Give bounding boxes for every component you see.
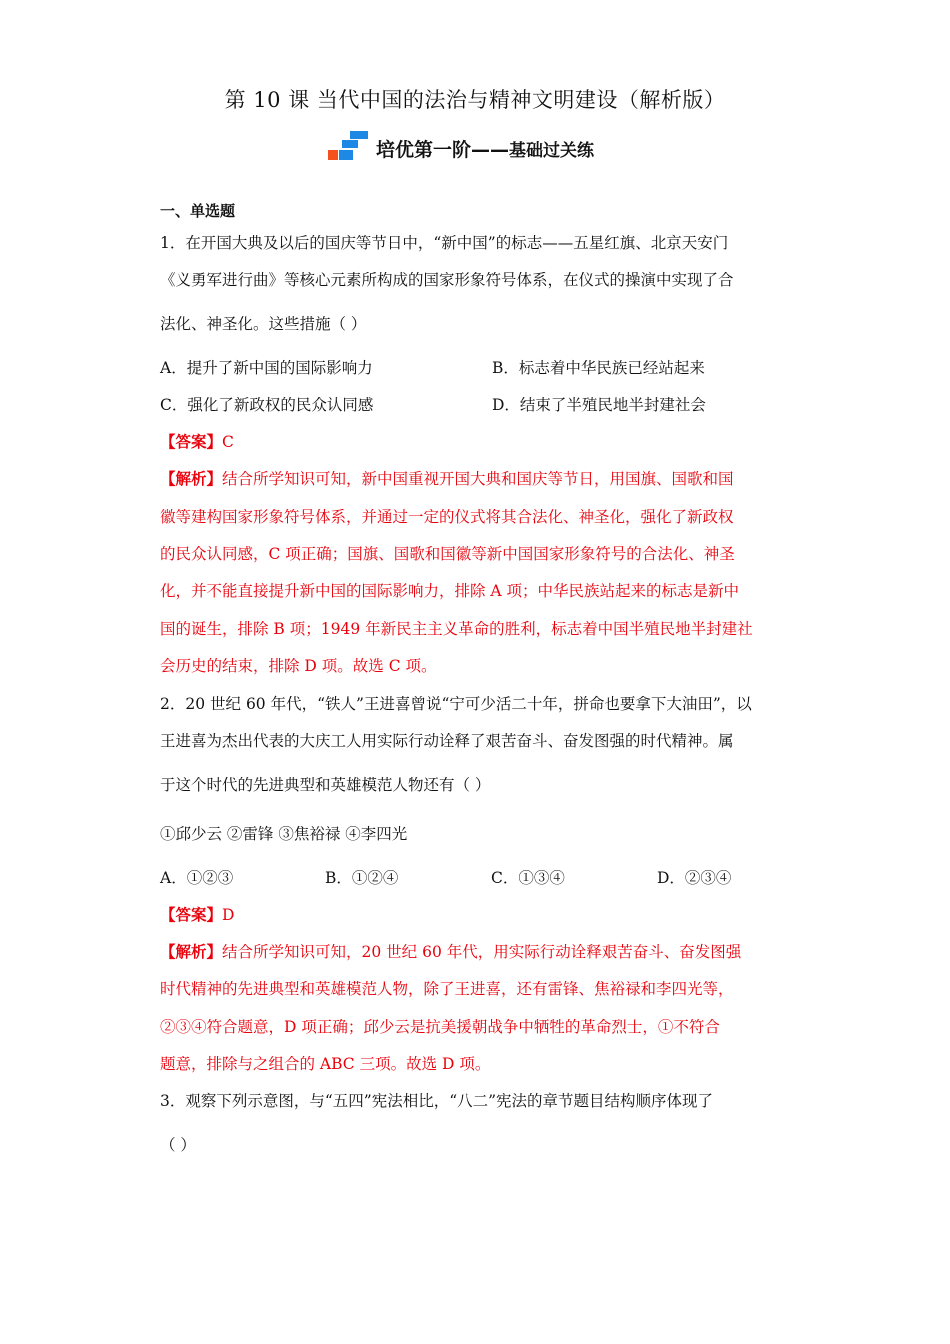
q2-stem-line: 王进喜为杰出代表的大庆工人用实际行动诠释了艰苦奋斗、奋发图强的时代精神。属 [160, 732, 734, 750]
q3-stem-line: 3．观察下列示意图，与“五四”宪法相比，“八二”宪法的章节题目结构顺序体现了 [160, 1092, 714, 1110]
analysis-text: 结合所学知识可知，20 世纪 60 年代，用实际行动诠释艰苦奋斗、奋发图强 [222, 943, 742, 961]
q2-analysis-line: 题意，排除与之组合的 ABC 三项。故选 D 项。 [160, 1055, 491, 1073]
analysis-label: 【解析】 [160, 942, 223, 961]
q1-stem-line: 1．在开国大典及以后的国庆等节日中，“新中国”的标志——五星红旗、北京天安门 [160, 234, 729, 252]
q1-option-c: C．强化了新政权的民众认同感 [160, 396, 374, 414]
q2-analysis-line: 时代精神的先进典型和英雄模范人物，除了王进喜，还有雷锋、焦裕禄和李四光等， [160, 980, 734, 998]
q1-stem-line: 法化、神圣化。这些措施（ ） [160, 315, 367, 333]
q2-option-a: A．①②③ [160, 869, 234, 887]
answer-label: 【答案】 [160, 905, 223, 924]
q1-analysis-line: 化，并不能直接提升新中国的国际影响力，排除 A 项；中华民族站起来的标志是新中 [160, 582, 740, 600]
q1-analysis-line: 会历史的结束，排除 D 项。故选 C 项。 [160, 657, 437, 675]
q1-option-d: D．结束了半殖民地半封建社会 [492, 396, 706, 414]
q2-answer [160, 903, 234, 925]
q2-analysis-line: ②③④符合题意，D 项正确；邱少云是抗美援朝战争中牺牲的革命烈士，①不符合 [160, 1018, 720, 1036]
level-title [376, 135, 594, 162]
level-title-sub: 基础过关练 [509, 140, 595, 161]
section-heading: 一、单选题 [160, 202, 236, 220]
q1-analysis-line: 徽等建构国家形象符号体系，并通过一定的仪式将其合法化、神圣化，强化了新政权 [160, 508, 734, 526]
q1-stem-line: 《义勇军进行曲》等核心元素所构成的国家形象符号体系，在仪式的操演中实现了合 [160, 271, 734, 289]
q2-stem-line: 于这个时代的先进典型和英雄模范人物还有（ ） [160, 776, 491, 794]
page-title: 第 10 课 当代中国的法治与精神文明建设（解析版） [224, 88, 726, 112]
level-title-main: 培优第一阶—— [376, 138, 510, 161]
q1-option-b: B．标志着中华民族已经站起来 [492, 359, 705, 377]
q2-option-c: C．①③④ [491, 869, 565, 887]
answer-value: C [222, 433, 234, 451]
q2-option-b: B．①②④ [325, 869, 399, 887]
q1-analysis-line: 国的诞生，排除 B 项；1949 年新民主主义革命的胜利，标志着中国半殖民地半封建社 [160, 620, 753, 638]
q1-option-a: A．提升了新中国的国际影响力 [160, 359, 373, 377]
q2-analysis-line [160, 940, 741, 962]
staircase-logo-icon [328, 131, 370, 165]
q2-items: ①邱少云 ②雷锋 ③焦裕禄 ④李四光 [160, 825, 408, 843]
analysis-text: 结合所学知识可知，新中国重视开国大典和国庆等节日，用国旗、国歌和国 [222, 470, 734, 488]
q1-analysis-line: 的民众认同感，C 项正确；国旗、国歌和国徽等新中国国家形象符号的合法化、神圣 [160, 545, 735, 563]
q1-answer [160, 430, 234, 452]
q3-stem-line: （ ） [160, 1136, 196, 1154]
analysis-label: 【解析】 [160, 469, 223, 488]
q1-analysis-line [160, 467, 734, 489]
answer-value: D [222, 906, 235, 924]
level-heading [328, 128, 594, 168]
q2-stem-line: 2．20 世纪 60 年代，“铁人”王进喜曾说“宁可少活二十年，拼命也要拿下大油田”，以 [160, 695, 752, 713]
q2-option-d: D．②③④ [657, 869, 732, 887]
answer-label: 【答案】 [160, 432, 223, 451]
